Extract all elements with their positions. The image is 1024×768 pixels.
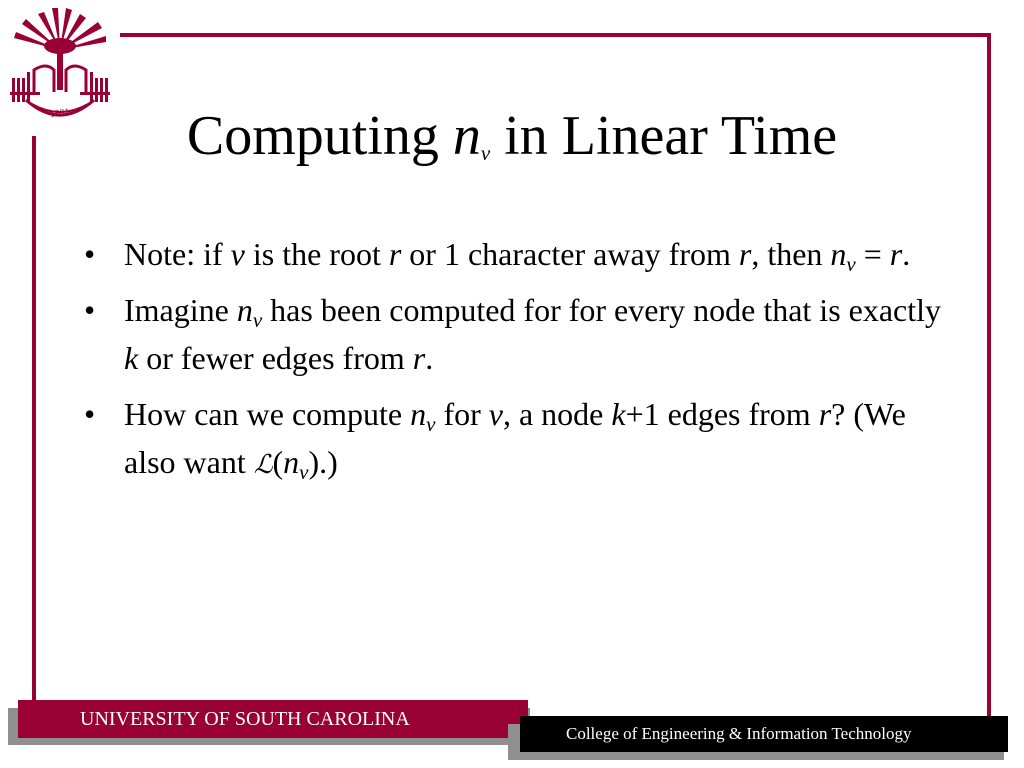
frame-top-border <box>120 33 991 37</box>
bullet-text <box>124 390 944 489</box>
bullet-list <box>84 230 944 497</box>
math-var: k <box>611 396 626 432</box>
list-item <box>84 390 944 489</box>
text-run: has been computed for for every node that is exactly <box>262 292 942 328</box>
logo-year: 1801 <box>48 106 71 121</box>
text-run: . <box>425 340 434 376</box>
math-var: r <box>889 236 903 272</box>
college-name: College of Engineering & Information Technology <box>566 724 912 743</box>
math-var: r <box>738 236 752 272</box>
math-var: n <box>236 292 253 328</box>
math-var: r <box>818 396 832 432</box>
math-var: n <box>830 236 847 272</box>
list-item <box>84 286 944 382</box>
frame-left-border <box>32 136 36 709</box>
text-run: or fewer edges from <box>138 340 413 376</box>
math-var: v <box>488 396 503 432</box>
text-run: ).) <box>308 444 338 480</box>
title-text-pre: Computing <box>186 105 453 167</box>
bullet-marker: • <box>84 396 96 432</box>
text-run: ( <box>272 444 284 480</box>
text-run: +1 edges from <box>625 396 819 432</box>
math-var: n <box>410 396 427 432</box>
list-item <box>84 230 944 278</box>
university-name: UNIVERSITY OF SOUTH CAROLINA <box>80 708 410 730</box>
text-run: How can we compute <box>124 396 411 432</box>
text-run: is the root <box>244 236 389 272</box>
bullet-text <box>124 286 944 382</box>
text-run: for <box>435 396 489 432</box>
math-var: k <box>124 340 139 376</box>
text-run: , then <box>751 236 831 272</box>
title-var: n <box>452 105 481 167</box>
math-var: n <box>283 444 300 480</box>
bullet-text <box>124 230 944 278</box>
bullet-marker: • <box>84 292 96 328</box>
text-run: Imagine <box>124 292 237 328</box>
text-run: = <box>855 236 890 272</box>
text-run: or 1 character away from <box>401 236 739 272</box>
text-run: . <box>902 236 911 272</box>
math-subscript: v <box>846 252 856 276</box>
math-subscript: v <box>299 460 309 484</box>
text-run: ? (We also want <box>124 396 906 480</box>
math-var: r <box>388 236 402 272</box>
text-run: Note: if <box>124 236 231 272</box>
college-banner <box>520 716 1008 752</box>
math-subscript: v <box>252 308 263 332</box>
math-subscript: v <box>426 412 436 436</box>
bullet-marker: • <box>84 236 96 272</box>
math-var: r <box>412 340 426 376</box>
title-text-post: in Linear Time <box>490 105 838 167</box>
text-run: , a node <box>502 396 612 432</box>
title-var-sub: v <box>480 141 491 165</box>
script-l-symbol: ℒ <box>253 450 273 480</box>
slide-title <box>0 100 1024 172</box>
math-var: v <box>230 236 245 272</box>
university-banner <box>18 700 528 738</box>
